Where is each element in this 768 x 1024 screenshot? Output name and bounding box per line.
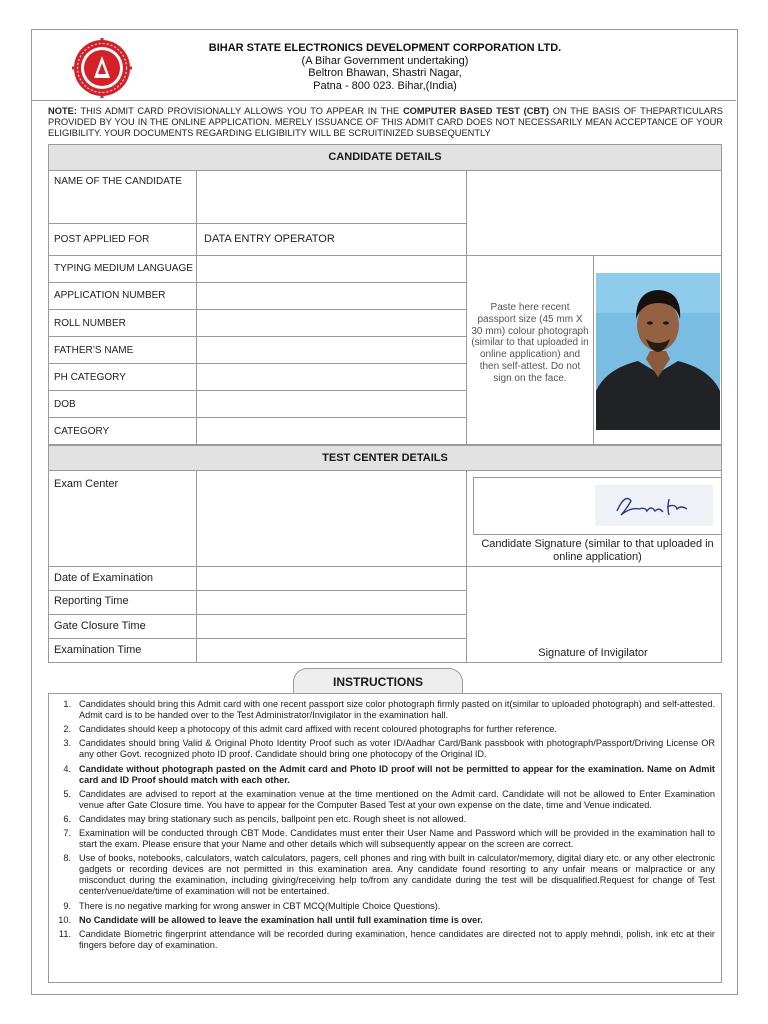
instruction-text: Candidates should bring this Admit card with one recent passport size color photograph firmly pasted on it(similar to uploaded photograph) and self-attested. Admit card is to be handed over to the Test Administrator/Invigilator in the examination hall.	[79, 699, 715, 720]
instruction-item	[53, 699, 715, 721]
field-label-name: NAME OF THE CANDIDATE	[54, 176, 182, 187]
instruction-number: 1.	[63, 699, 71, 709]
instruction-number: 3.	[63, 738, 71, 749]
note-text-b: ON THE BASIS OF THEPARTICULARS PROVIDED BY YOU IN THE ONLINE APPLICATION. MERELY ISSUANCE OF THIS ADMIT CARD DOES NOT NECESSARILY MEAN ACCEPTANCE OF YOUR ELIGIBILITY. YOUR DOCUMENTS REGARDING ELIGIBILITY WILL BE SCRUITINIZED SUBSEQUENTLY	[48, 106, 724, 138]
row-line-2	[48, 255, 466, 256]
field-label-dob: DOB	[54, 399, 76, 410]
photo-instructions: Paste here recent passport size (45 mm X 30 mm) colour photograph (similar to that uploaded in online application) and then self-attest. Do not sign on the face.	[471, 302, 589, 384]
field-label-fathers-name: FATHER’S NAME	[54, 345, 134, 356]
invigilator-signature-caption: Signature of Invigilator	[538, 647, 648, 659]
instruction-text: No Candidate will be allowed to leave the examination hall until full examination time is over.	[79, 914, 483, 925]
note-emphasis: COMPUTER BASED TEST (CBT)	[402, 106, 549, 116]
instruction-item	[53, 915, 715, 926]
beltron-logo-icon	[72, 38, 132, 98]
header	[32, 30, 736, 102]
gate-closure-time-label: Gate Closure Time	[54, 620, 146, 632]
organization-block	[162, 42, 608, 92]
field-label-roll-number: ROLL NUMBER	[54, 318, 126, 329]
organization-subtitle: (A Bihar Government undertaking)	[301, 54, 469, 67]
reporting-time-label: Reporting Time	[54, 595, 129, 607]
examination-time-label: Examination Time	[54, 644, 142, 656]
instruction-item	[53, 724, 715, 735]
row-line-6	[48, 363, 466, 364]
field-label-application-number: APPLICATION NUMBER	[54, 290, 166, 301]
row-line-5	[48, 336, 466, 337]
instruction-number: 7.	[63, 828, 71, 839]
instruction-item	[53, 789, 715, 811]
row-line-1	[48, 223, 466, 224]
instruction-text: Candidate without photograph pasted on the Admit card and Photo ID proof will not be permitted to appear for the examination. Name on Admit card and ID Proof should match with each other.	[79, 763, 715, 785]
field-label-post: POST APPLIED FOR	[54, 234, 150, 245]
tc-row-line-2	[48, 590, 466, 591]
instruction-number: 11.	[58, 928, 71, 939]
exam-center-label: Exam Center	[54, 478, 119, 490]
photo-area-divider	[593, 255, 594, 445]
tc-row-line-3	[48, 614, 466, 615]
row-line-7	[48, 390, 466, 391]
instruction-text: Examination will be conducted through CBT Mode. Candidates must enter their User Name and Password which will be provided in the examination hall to start the exam. Please ensure that your Name and other details which will subsequently appear on the screen are correct.	[79, 828, 715, 850]
instruction-text: Candidates may bring stationary such as pencils, ballpoint pen etc. Rough sheet is not allowed.	[79, 813, 467, 824]
instruction-item	[53, 929, 715, 951]
instructions-list	[53, 699, 715, 954]
instruction-item	[53, 853, 715, 897]
organization-name: BIHAR STATE ELECTRONICS DEVELOPMENT CORPORATION LTD.	[208, 42, 562, 54]
value-column-divider	[466, 170, 467, 445]
admit-card-sheet	[31, 29, 738, 995]
field-label-typing-language: TYPING MEDIUM LANGUAGE	[54, 263, 193, 274]
organization-address-line1: Beltron Bhawan, Shastri Nagar,	[308, 67, 462, 79]
instruction-number: 4.	[63, 763, 71, 774]
organization-address-line2: Patna - 800 023. Bihar,(India)	[313, 79, 457, 92]
instruction-item	[53, 738, 715, 760]
instruction-number: 6.	[63, 813, 71, 824]
test-center-title: TEST CENTER DETAILS	[48, 445, 722, 471]
admit-note	[48, 106, 723, 139]
candidate-photo	[596, 273, 720, 430]
instruction-number: 10.	[58, 914, 71, 925]
note-label: NOTE:	[48, 106, 77, 116]
field-label-ph-category: PH CATEGORY	[54, 372, 126, 383]
instruction-item	[53, 901, 715, 912]
tc-row-line-1	[48, 566, 722, 567]
candidate-signature-image	[595, 485, 713, 526]
row-line-3	[48, 282, 466, 283]
candidate-details-title: CANDIDATE DETAILS	[48, 144, 722, 171]
instruction-text: Candidates should bring Valid & Original Photo Identity Proof such as voter ID/Aadhar Card/Bank passbook with photograph/Passport/Driving License OR any other Govt. recognized photo ID proof. Candidate should bring one photocopy of the Original ID.	[79, 738, 715, 760]
instructions-box	[48, 693, 722, 983]
instruction-text: Use of books, notebooks, calculators, watch calculators, pagers, cell phones and ring with built in calculator/memory, digital diary etc. or any other electronic gadgets or recording devices are not permitted in this examination area. Any candidate found resorting to any unfair means or malpractice or any misconduct during the examination, including giving/receiving help to/from any candidate during the test will be disqualified.Request for change of Test center/venue/date/time of examination will not be entertained.	[79, 853, 715, 897]
instruction-number: 9.	[63, 900, 71, 911]
field-label-category: CATEGORY	[54, 426, 110, 437]
tc-row-line-4	[48, 638, 466, 639]
instruction-number: 2.	[63, 724, 71, 735]
instruction-number: 5.	[63, 788, 71, 799]
instruction-item	[53, 764, 715, 786]
instructions-title: INSTRUCTIONS	[293, 668, 463, 694]
candidate-signature-caption: Candidate Signature (similar to that uploaded in online application)	[481, 538, 714, 563]
instruction-text: Candidates are advised to report at the examination venue at the time mentioned on the Admit card. Candidate will not be allowed to Enter Examination venue after Gate Closure time. You have to appear for the Computer Based Test at your own expense on the date, time and Venue indicated.	[79, 788, 715, 810]
note-text-a: THIS ADMIT CARD PROVISIONALLY ALLOWS YOU TO APPEAR IN THE	[76, 106, 403, 116]
instruction-number: 8.	[63, 853, 71, 864]
instruction-item	[53, 814, 715, 825]
instruction-text: Candidates should keep a photocopy of this admit card affixed with recent coloured photographs for further reference.	[79, 724, 557, 735]
photo-area-top-line	[466, 255, 722, 256]
instruction-text: There is no negative marking for wrong answer in CBT MCQ(Multiple Choice Questions).	[79, 900, 441, 911]
header-divider	[32, 100, 736, 101]
row-line-8	[48, 417, 466, 418]
date-of-examination-label: Date of Examination	[54, 572, 154, 584]
field-value-post: DATA ENTRY OPERATOR	[204, 233, 335, 245]
instruction-item	[53, 828, 715, 850]
row-line-4	[48, 309, 466, 310]
label-column-divider	[196, 170, 197, 445]
instruction-text: Candidate Biometric fingerprint attendance will be recorded during examination, hence candidates are directed not to apply mehndi, polish, ink etc at their fingers before day of examination.	[79, 928, 715, 950]
